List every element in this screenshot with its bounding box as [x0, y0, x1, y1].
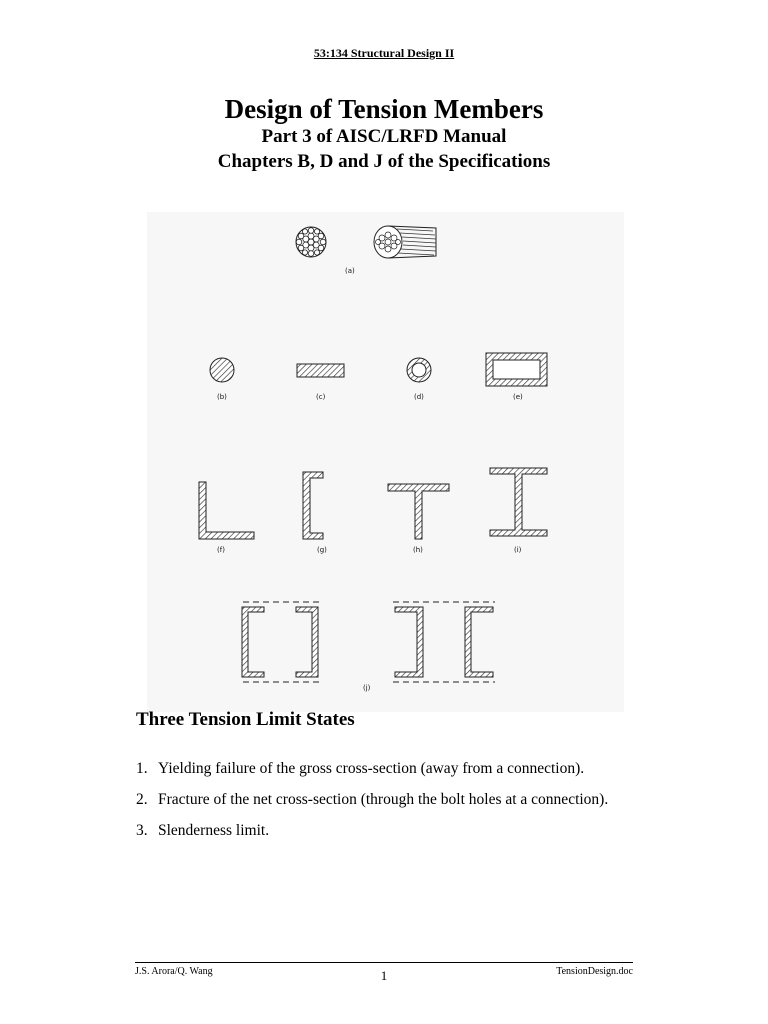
- list-item-text: Slenderness limit.: [158, 822, 270, 839]
- label-h: (h): [413, 546, 423, 554]
- label-j: (j): [363, 684, 371, 692]
- solid-round-bar: [210, 358, 234, 382]
- label-a: (a): [345, 267, 355, 275]
- course-header: 53:134 Structural Design II: [313, 46, 455, 60]
- label-i: (i): [514, 546, 522, 554]
- list-item-number: 2.: [136, 791, 148, 808]
- label-b: (b): [217, 393, 227, 401]
- limit-states-list: [136, 753, 633, 846]
- page-subtitle-chapters: Chapters B, D and J of the Specifications: [217, 151, 551, 172]
- footer-rule: [135, 962, 633, 963]
- list-item: [136, 815, 633, 846]
- wire-strand-section: [296, 227, 326, 257]
- page-number: 1: [380, 968, 388, 983]
- flat-plate-bar: [297, 364, 344, 377]
- label-d: (d): [414, 393, 424, 401]
- section-heading: Three Tension Limit States: [136, 709, 355, 730]
- label-g: (g): [317, 546, 327, 554]
- label-c: (c): [316, 393, 326, 401]
- footer-filename: TensionDesign.doc: [556, 966, 633, 977]
- page-subtitle-part: Part 3 of AISC/LRFD Manual: [261, 126, 507, 147]
- list-item-number: 1.: [136, 760, 148, 777]
- list-item-text: Fracture of the net cross-section (through the bolt holes at a connection).: [158, 791, 609, 808]
- tension-member-sections-figure: [147, 212, 624, 712]
- label-e: (e): [513, 393, 523, 401]
- page-title: Design of Tension Members: [224, 94, 544, 124]
- list-item-text: Yielding failure of the gross cross-section (away from a connection).: [158, 760, 585, 777]
- list-item: [136, 753, 633, 784]
- box-tube-section: [486, 353, 547, 386]
- footer-authors: J.S. Arora/Q. Wang: [135, 966, 213, 977]
- list-item-number: 3.: [136, 822, 148, 839]
- label-f: (f): [217, 546, 225, 554]
- list-item: [136, 784, 633, 815]
